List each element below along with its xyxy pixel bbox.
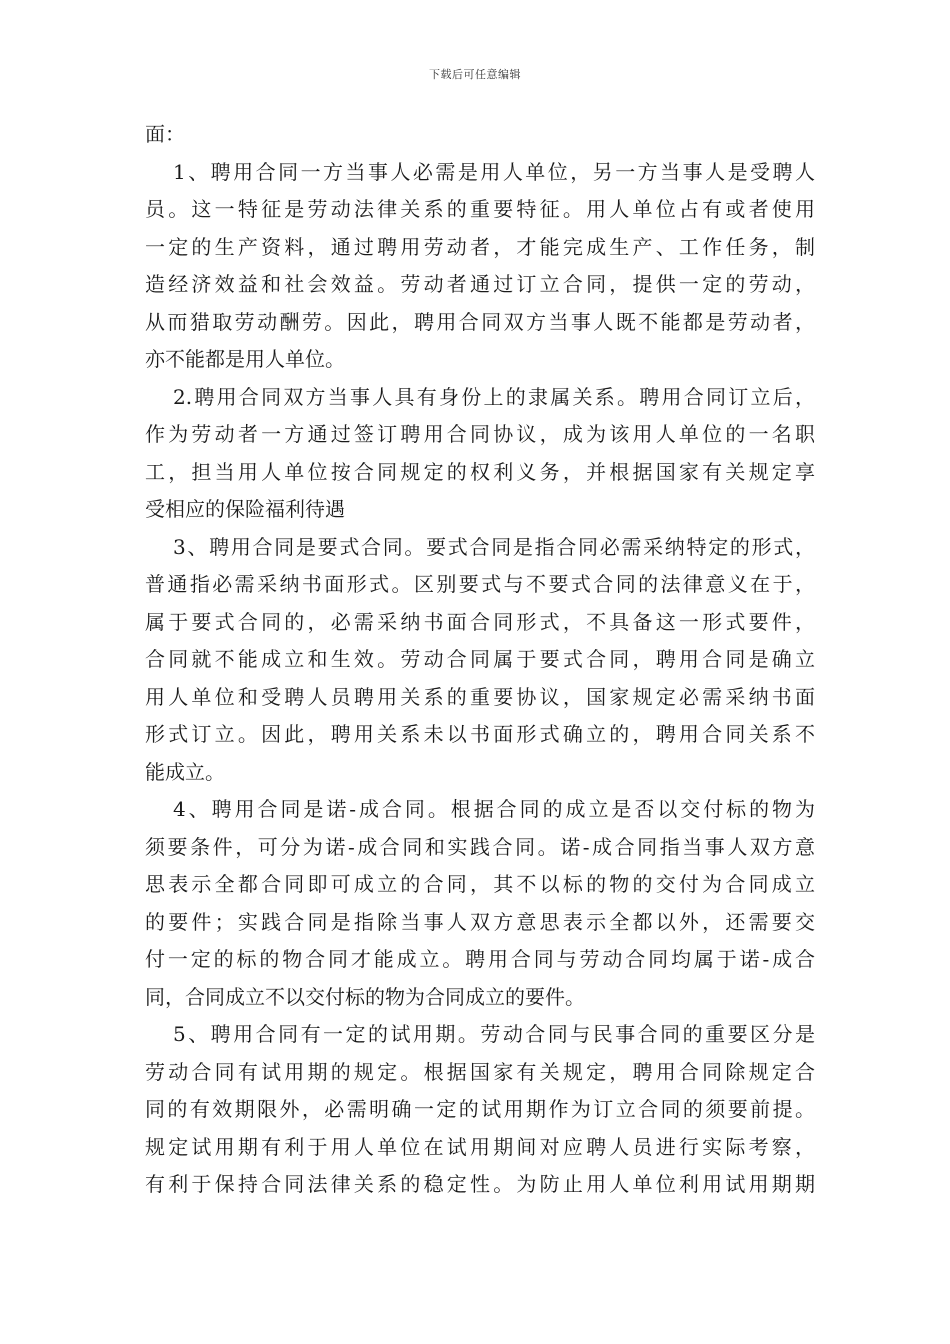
text-line: 同，合同成立不以交付标的物为合同成立的要件。 [145,984,585,1009]
text-line: 思表示全都合同即可成立的合同，其不以标的物的交付为合同成立 [145,872,815,896]
text-line: 工，担当用人单位按合同规定的权利义务，并根据国家有关规定享 [145,459,815,484]
text-line: 作为劳动者一方通过签订聘用合同协议，成为该用人单位的一名职 [145,422,815,446]
text-line: 1、聘用合同一方当事人必需是用人单位，另一方当事人是受聘人 [173,159,815,184]
text-line: 从而猎取劳动酬劳。因此，聘用合同双方当事人既不能都是劳动者， [145,309,815,334]
document-body [145,116,815,1204]
text-line: 付一定的标的物合同才能成立。聘用合同与劳动合同均属于诺-成合 [145,947,815,971]
text-line: 属于要式合同的，必需采纳书面合同形式，不具备这一形式要件， [145,609,815,634]
text-line: 员。这一特征是劳动法律关系的重要特征。用人单位占有或者使用 [145,197,815,221]
text-line: 受相应的保险福利待遇 [145,497,345,521]
text-line: 4、聘用合同是诺-成合同。根据合同的成立是否以交付标的物为 [173,797,815,821]
text-line: 2.聘用合同双方当事人具有身份上的隶属关系。聘用合同订立后， [173,384,815,409]
text-line: 须要条件，可分为诺-成合同和实践合同。诺-成合同指当事人双方意 [145,834,815,859]
text-line: 有利于保持合同法律关系的稳定性。为防止用人单位利用试用期期 [145,1172,815,1196]
text-line: 劳动合同有试用期的规定。根据国家有关规定，聘用合同除规定合 [145,1059,815,1084]
text-line: 一定的生产资料，通过聘用劳动者，才能完成生产、工作任务，制 [145,234,815,259]
text-line: 规定试用期有利于用人单位在试用期间对应聘人员进行实际考察， [145,1134,815,1159]
text-line: 同的有效期限外，必需明确一定的试用期作为订立合同的须要前提。 [145,1097,815,1121]
text-line: 普通指必需采纳书面形式。区别要式与不要式合同的法律意义在于， [145,572,815,596]
text-line: 亦不能都是用人单位。 [145,347,345,371]
text-line: 形式订立。因此，聘用关系未以书面形式确立的，聘用合同关系不 [145,722,815,746]
text-line: 造经济效益和社会效益。劳动者通过订立合同，提供一定的劳动， [145,272,815,296]
header-note: 下载后可任意编辑 [429,68,521,81]
text-line: 合同就不能成立和生效。劳动合同属于要式合同，聘用合同是确立 [145,647,815,671]
text-line: 用人单位和受聘人员聘用关系的重要协议，国家规定必需采纳书面 [145,684,815,709]
text-line: 5、聘用合同有一定的试用期。劳动合同与民事合同的重要区分是 [173,1022,815,1046]
text-line: 面： [145,122,185,146]
text-line: 3、聘用合同是要式合同。要式合同是指合同必需采纳特定的形式， [173,534,815,559]
text-line: 的要件；实践合同是指除当事人双方意思表示全都以外，还需要交 [145,909,815,934]
text-line: 能成立。 [145,759,225,784]
